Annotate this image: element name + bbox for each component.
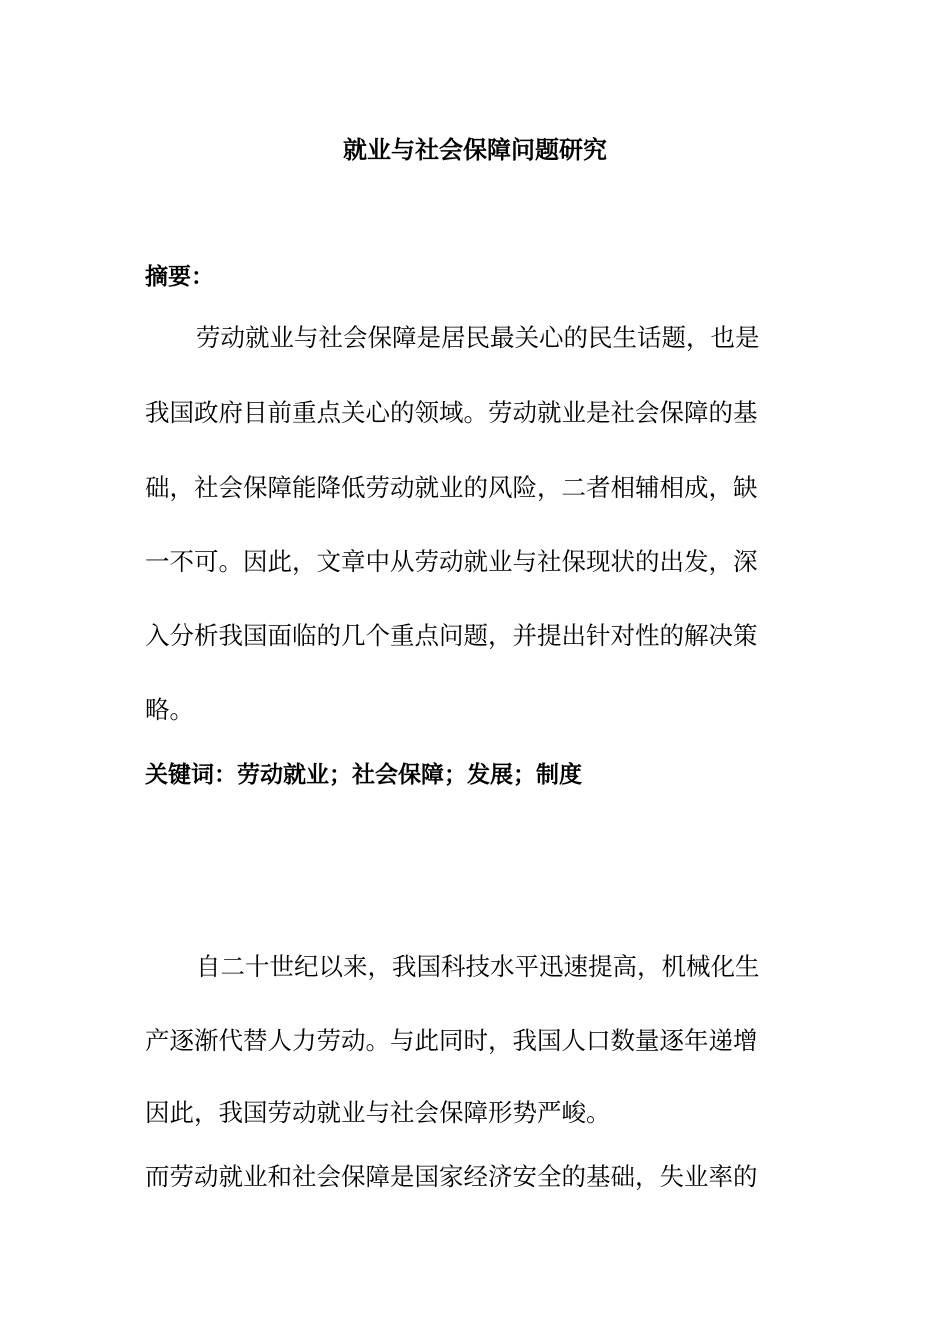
body-line: 产逐渐代替人力劳动。与此同时，我国人口数量逐年递增 xyxy=(145,1026,758,1055)
document-title: 就业与社会保障问题研究 xyxy=(343,136,607,164)
keywords-line: 关键词：劳动就业；社会保障；发展；制度 xyxy=(145,762,582,788)
body-line: 自二十世纪以来，我国科技水平迅速提高，机械化生 xyxy=(196,952,760,981)
body-line: 因此，我国劳动就业与社会保障形势严峻。 xyxy=(145,1098,611,1127)
abstract-line: 一不可。因此，文章中从劳动就业与社保现状的出发，深 xyxy=(145,547,758,576)
abstract-heading: 摘要： xyxy=(145,264,214,290)
body-line: 而劳动就业和社会保障是国家经济安全的基础，失业率的 xyxy=(145,1162,758,1191)
abstract-line: 略。 xyxy=(145,695,194,724)
abstract-line: 础，社会保障能降低劳动就业的风险，二者相辅相成，缺 xyxy=(145,473,758,502)
abstract-line: 我国政府目前重点关心的领域。劳动就业是社会保障的基 xyxy=(145,398,758,427)
abstract-line: 入分析我国面临的几个重点问题，并提出针对性的解决策 xyxy=(145,621,758,650)
abstract-line: 劳动就业与社会保障是居民最关心的民生话题，也是 xyxy=(196,323,760,352)
